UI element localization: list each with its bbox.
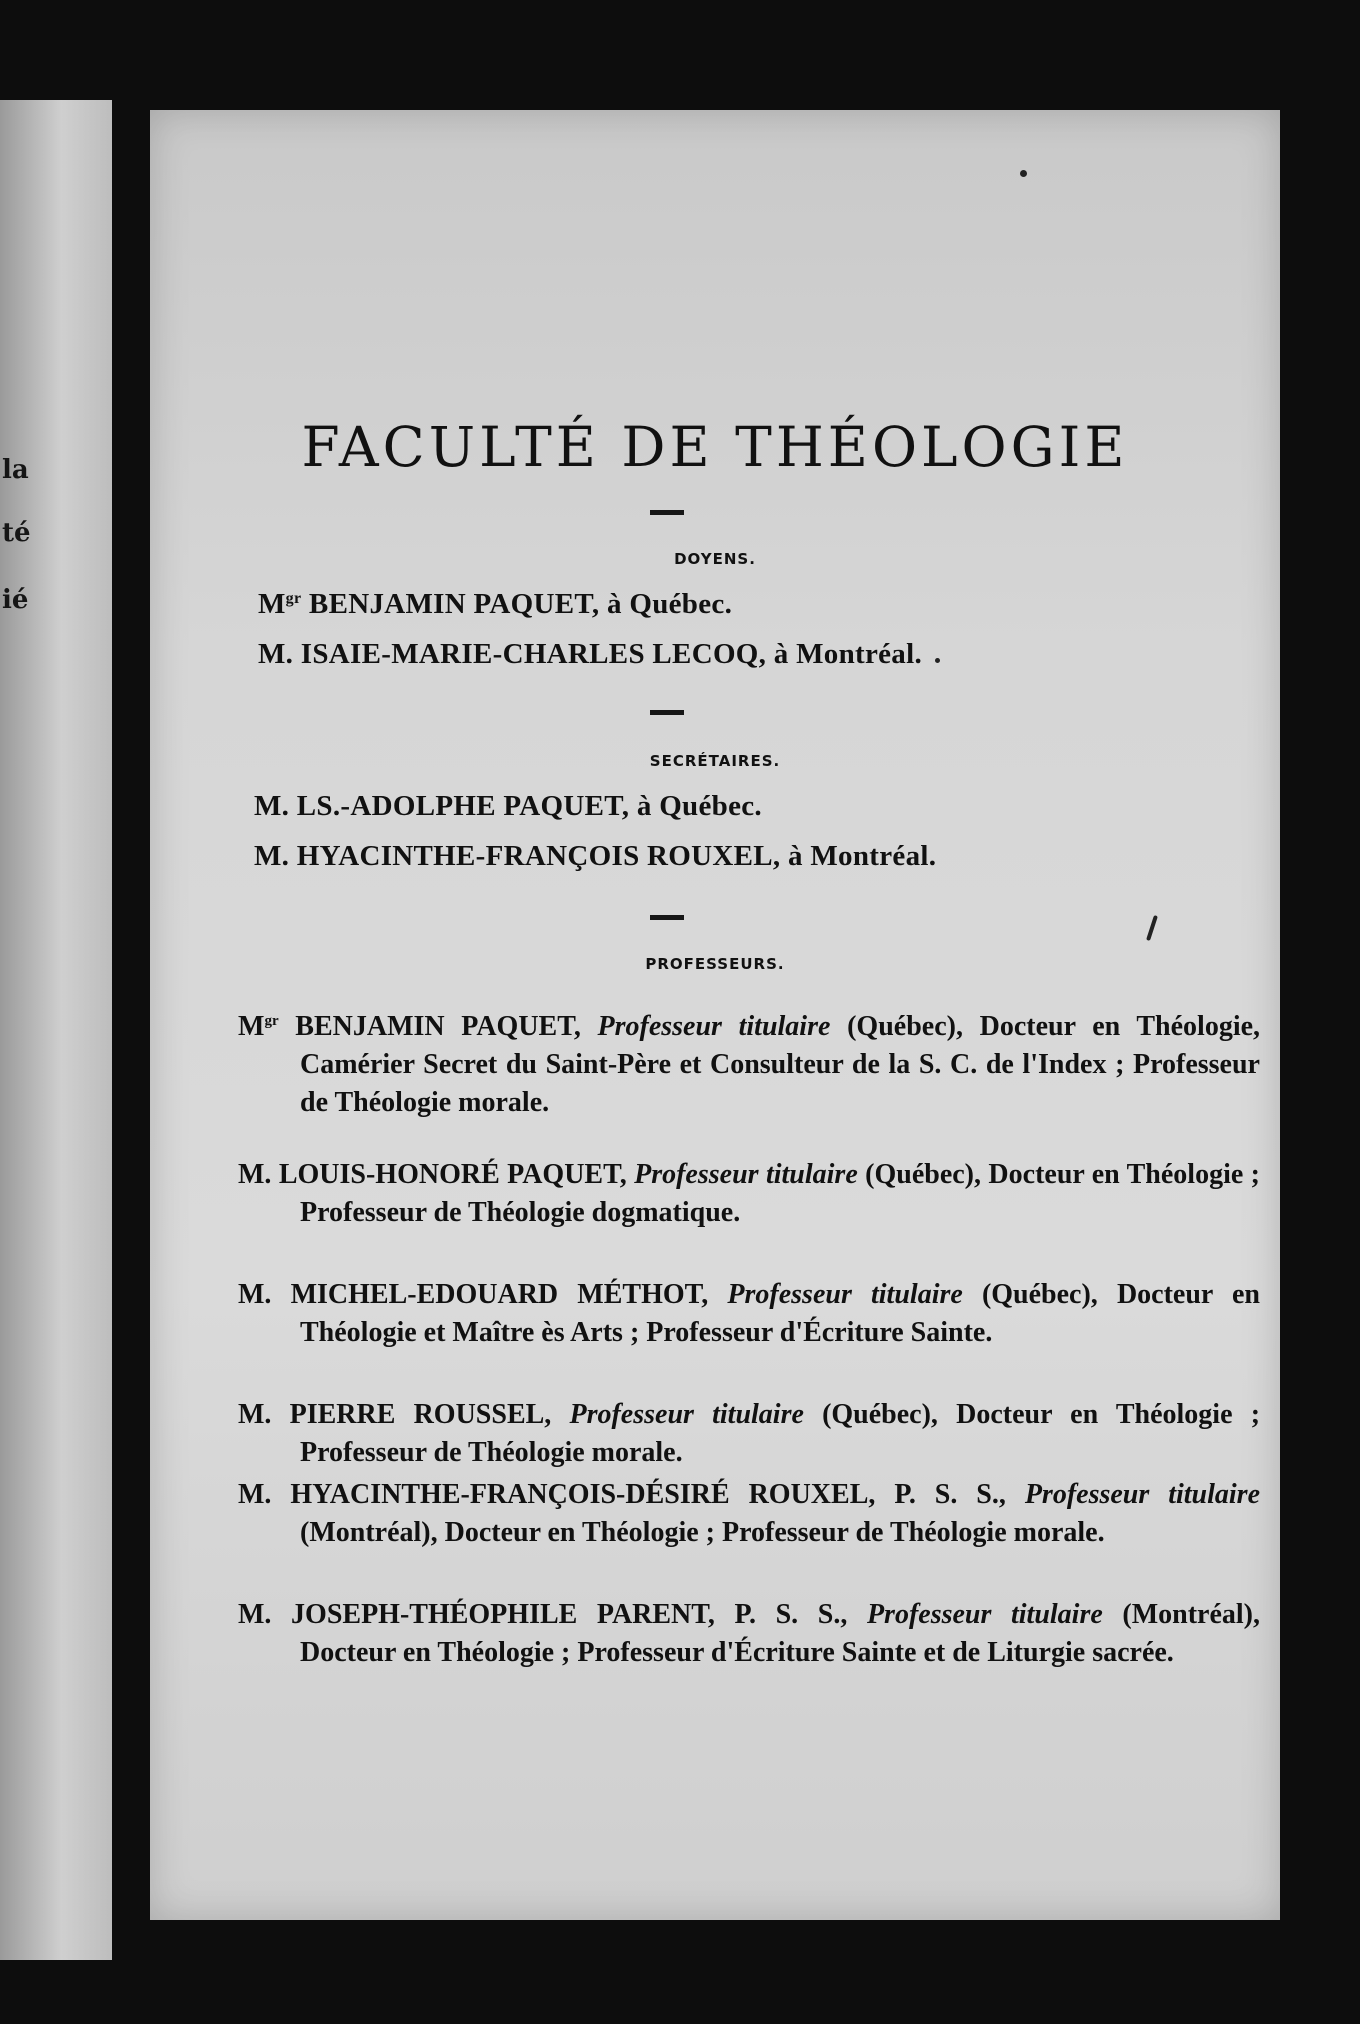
section-divider xyxy=(650,915,684,920)
previous-page-fragment: té xyxy=(2,518,31,548)
previous-page-fragment: la xyxy=(2,455,29,485)
print-speck xyxy=(1146,915,1158,941)
professor-entry: $M^{gr}$ BENJAMIN PAQUET, Professeur titulaire (Québec), Docteur en Théologie, Camérier Secret du Saint-Père et Consulteur de la S. C. de l'Index ; Professeur de Théologie morale. xyxy=(238,1011,1261,1118)
professor-entry: M. HYACINTHE-FRANÇOIS-DÉSIRÉ ROUXEL, P. S. S., Professeur titulaire (Montréal), Docteur en Théologie ; Professeur de Théologie morale. xyxy=(238,1479,1261,1548)
previous-page-edge xyxy=(0,100,112,1960)
secretary-line: M. LS.-ADOLPHE PAQUET, à Québec. xyxy=(254,790,762,822)
section-divider xyxy=(650,510,684,515)
section-heading-professeurs: PROFESSEURS. xyxy=(645,955,785,973)
print-speck xyxy=(1020,170,1027,177)
professor-entry: M. JOSEPH-THÉOPHILE PARENT, P. S. S., Professeur titulaire (Montréal), Docteur en Théologie ; Professeur d'Écriture Sainte et de Liturgie sacrée. xyxy=(238,1599,1261,1668)
print-speck xyxy=(935,658,940,663)
section-heading-doyens: DOYENS. xyxy=(674,550,756,568)
dean-line: $M^{gr}$ BENJAMIN PAQUET, à Québec. xyxy=(258,588,733,620)
professor-entry: M. PIERRE ROUSSEL, Professeur titulaire (Québec), Docteur en Théologie ; Professeur de Théologie morale. xyxy=(238,1399,1261,1468)
professor-entry: M. LOUIS-HONORÉ PAQUET, Professeur titulaire (Québec), Docteur en Théologie ; Professeur de Théologie dogmatique. xyxy=(238,1159,1261,1228)
section-divider xyxy=(650,710,684,715)
dean-line: M. ISAIE-MARIE-CHARLES LECOQ, à Montréal. xyxy=(258,638,923,670)
previous-page-fragment: ié xyxy=(2,585,29,615)
page-title: FACULTÉ DE THÉOLOGIE xyxy=(301,415,1129,479)
professor-entry: M. MICHEL-EDOUARD MÉTHOT, Professeur titulaire (Québec), Docteur en Théologie et Maître ès Arts ; Professeur d'Écriture Sainte. xyxy=(238,1279,1261,1348)
secretary-line: M. HYACINTHE-FRANÇOIS ROUXEL, à Montréal. xyxy=(254,840,937,872)
section-heading-secretaires: SECRÉTAIRES. xyxy=(649,752,781,770)
document-page xyxy=(150,110,1280,1920)
